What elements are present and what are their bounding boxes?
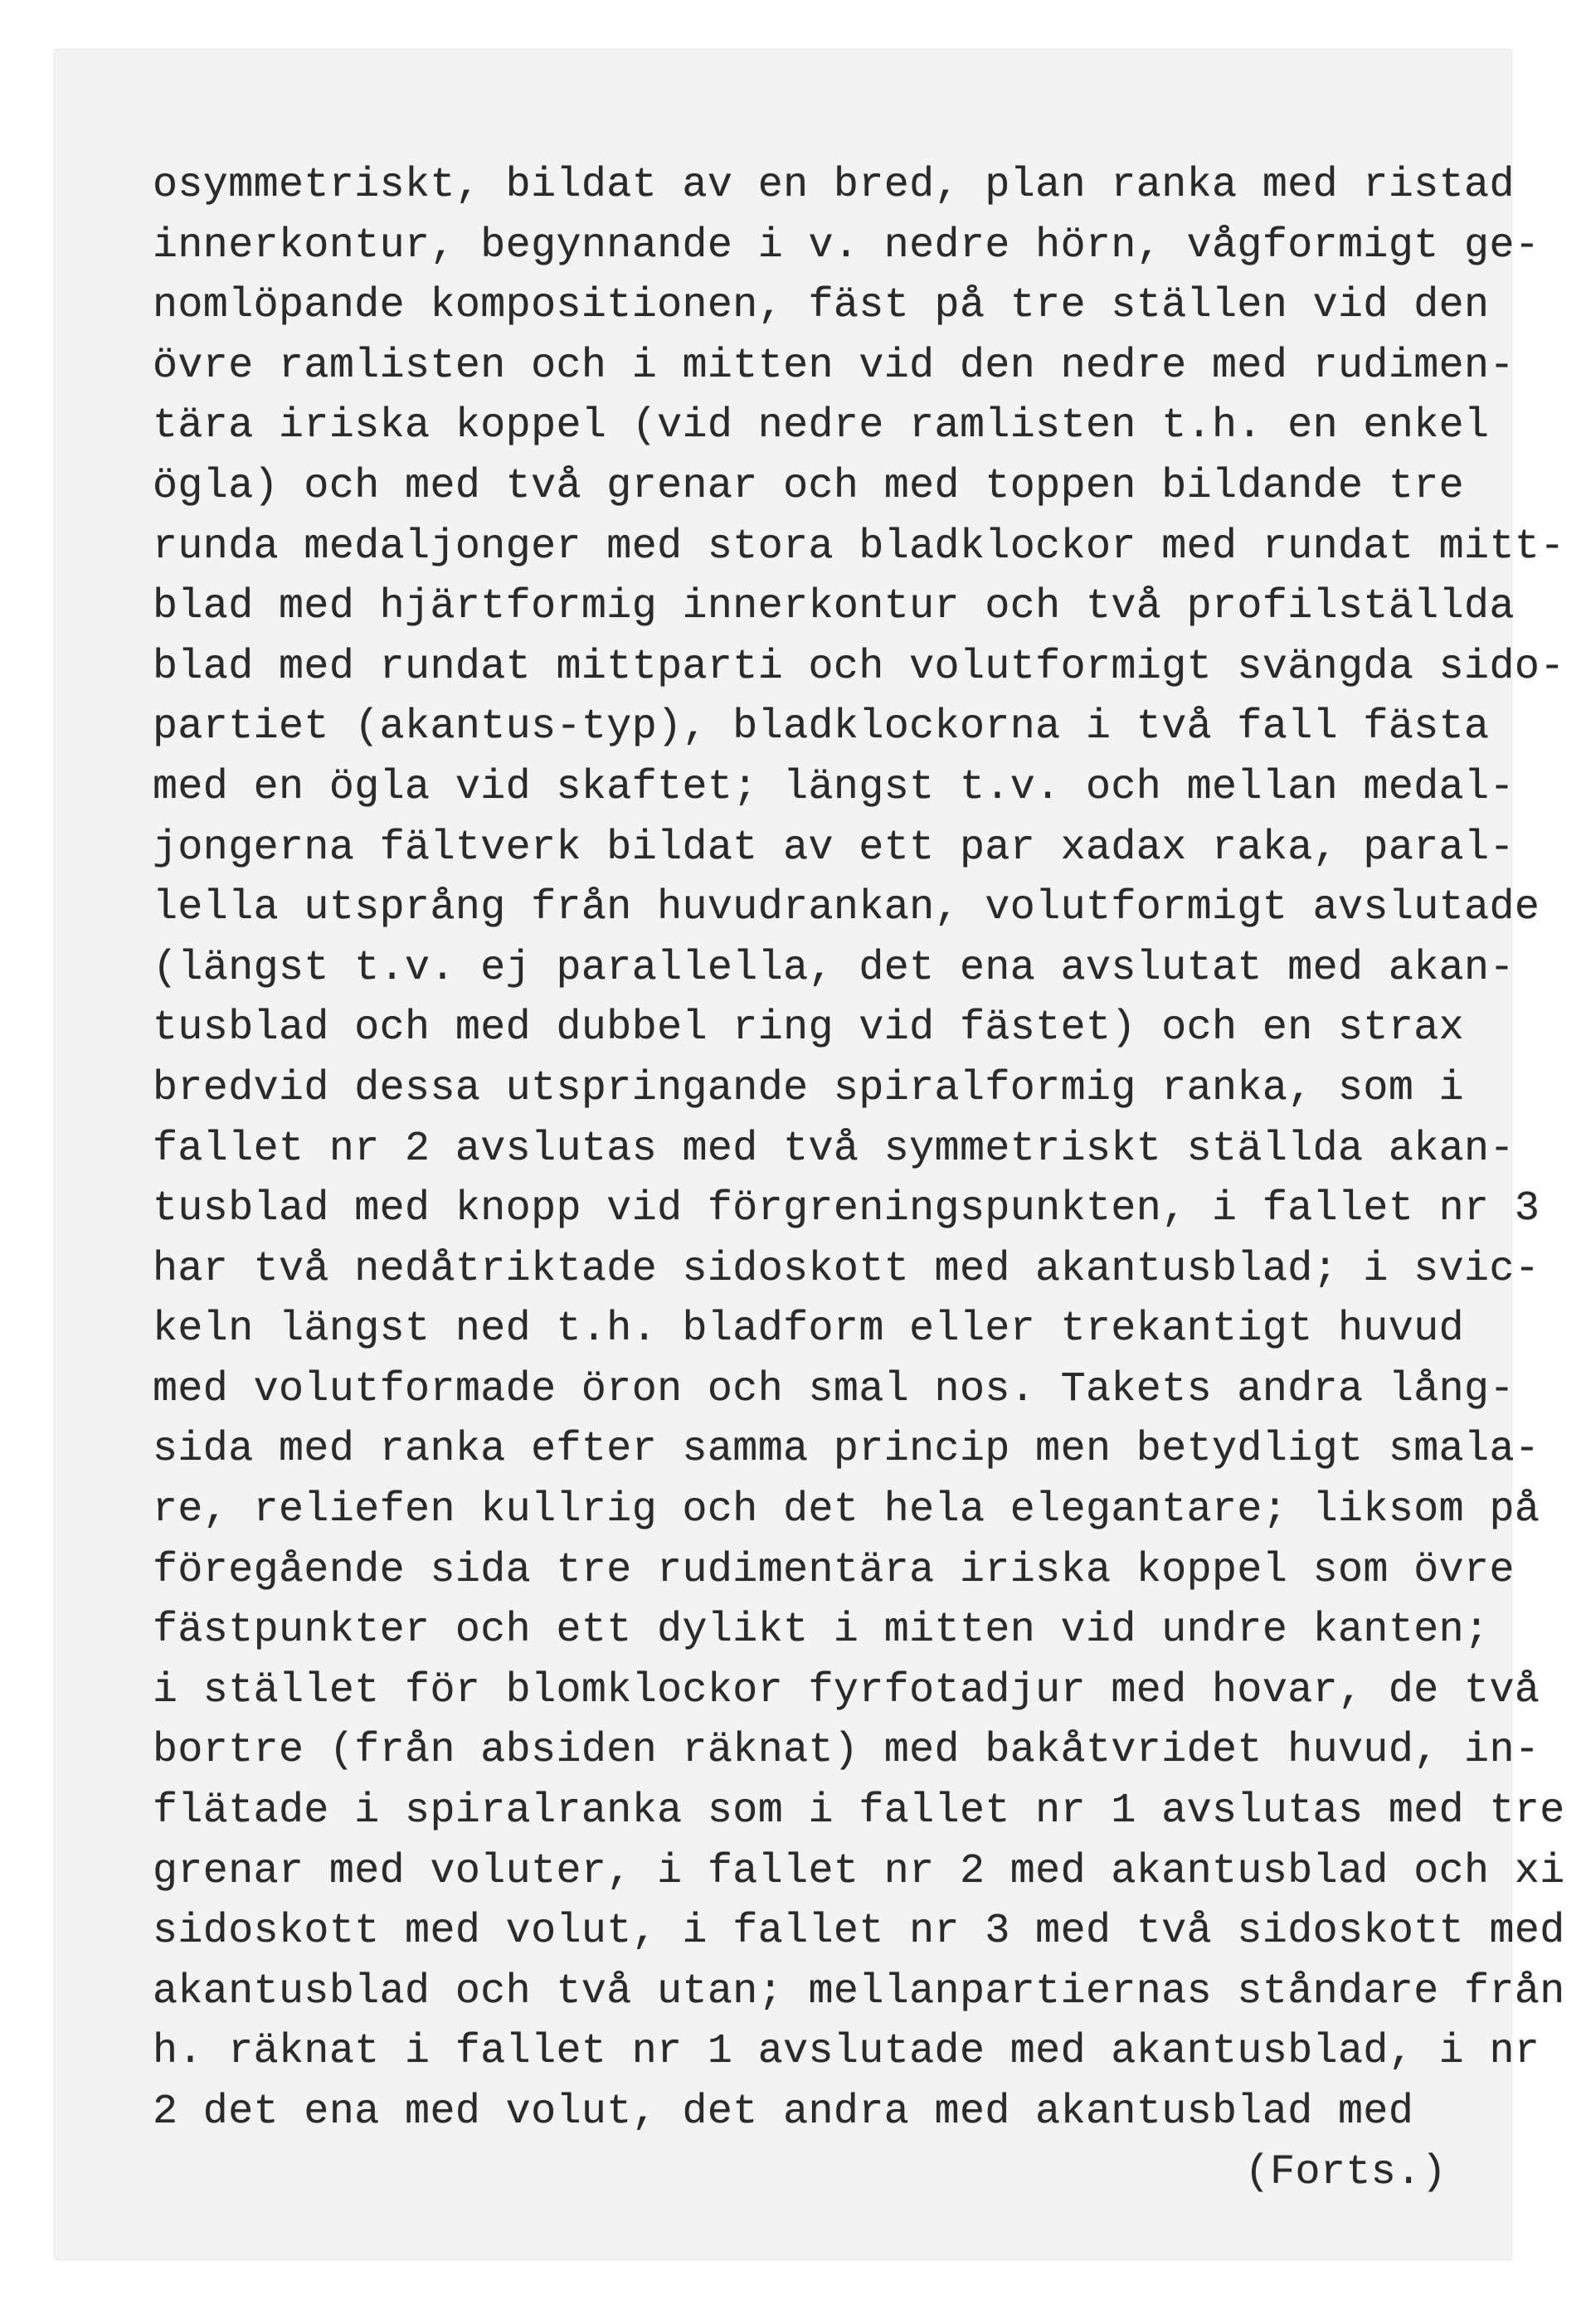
text-line: sidoskott med volut, i fallet nr 3 med två sidoskott med	[153, 1908, 1565, 1956]
text-line: med volutformade öron och smal nos. Takets andra lång-	[153, 1365, 1515, 1413]
text-line: runda medaljonger med stora bladklockor med rundat mitt-	[153, 523, 1565, 571]
text-line: blad med rundat mittparti och volutformigt svängda sido-	[153, 643, 1565, 691]
text-line: övre ramlisten och i mitten vid den nedre med rudimen-	[153, 342, 1515, 390]
continuation-note: (Forts.)	[1244, 2148, 1447, 2196]
text-line: sida med ranka efter samma princip men betydligt smala-	[153, 1426, 1540, 1474]
text-line: i stället för blomklockor fyrfotadjur med hovar, de två	[153, 1666, 1540, 1714]
typewritten-card	[55, 50, 1565, 2259]
text-line: jongerna fältverk bildat av ett par xadax raka, paral-	[153, 824, 1515, 872]
text-line: nomlöpande kompositionen, fäst på tre ställen vid den	[153, 282, 1490, 330]
text-line: ögla) och med två grenar och med toppen bildande tre	[153, 462, 1465, 510]
text-line: lella utsprång från huvudrankan, volutformigt avslutade	[153, 884, 1540, 932]
text-line: tusblad med knopp vid förgreningspunkten, i fallet nr 3	[153, 1185, 1540, 1233]
text-line: partiet (akantus-typ), bladklockorna i två fall fästa	[153, 703, 1490, 751]
text-line: har två nedåtriktade sidoskott med akantusblad; i svic-	[153, 1245, 1540, 1293]
text-line: keln längst ned t.h. bladform eller trekantigt huvud	[153, 1305, 1465, 1354]
text-line: bredvid dessa utspringande spiralformig ranka, som i	[153, 1064, 1465, 1112]
typed-text-body	[153, 156, 1563, 2203]
text-line: blad med hjärtformig innerkontur och två profilställda	[153, 583, 1515, 631]
text-line: flätade i spiralranka som i fallet nr 1 avslutas med tre	[153, 1787, 1565, 1835]
text-line: grenar med voluter, i fallet nr 2 med akantusblad och xi	[153, 1847, 1565, 1895]
text-line: bortre (från absiden räknat) med bakåtvridet huvud, in-	[153, 1727, 1540, 1775]
text-line: föregående sida tre rudimentära iriska koppel som övre	[153, 1546, 1515, 1594]
text-line: fallet nr 2 avslutas med två symmetriskt ställda akan-	[153, 1125, 1515, 1173]
text-line: fästpunkter och ett dylikt i mitten vid undre kanten;	[153, 1607, 1490, 1655]
text-line: tära iriska koppel (vid nedre ramlisten t.h. en enkel	[153, 402, 1490, 450]
text-line: tusblad och med dubbel ring vid fästet) och en strax	[153, 1004, 1465, 1053]
text-line: (längst t.v. ej parallella, det ena avslutat med akan-	[153, 944, 1515, 992]
text-line: re, reliefen kullrig och det hela elegantare; liksom på	[153, 1486, 1540, 1534]
text-line: 2 det ena med volut, det andra med akantusblad med	[153, 2088, 1414, 2136]
text-line: med en ögla vid skaftet; längst t.v. och mellan medal-	[153, 763, 1515, 811]
text-line: innerkontur, begynnande i v. nedre hörn, vågformigt ge-	[153, 221, 1540, 270]
text-line: h. räknat i fallet nr 1 avslutade med akantusblad, i nr	[153, 2028, 1540, 2076]
text-line: osymmetriskt, bildat av en bred, plan ranka med ristad	[153, 162, 1515, 209]
text-line: akantusblad och två utan; mellanpartiernas ståndare från	[153, 1967, 1565, 2015]
